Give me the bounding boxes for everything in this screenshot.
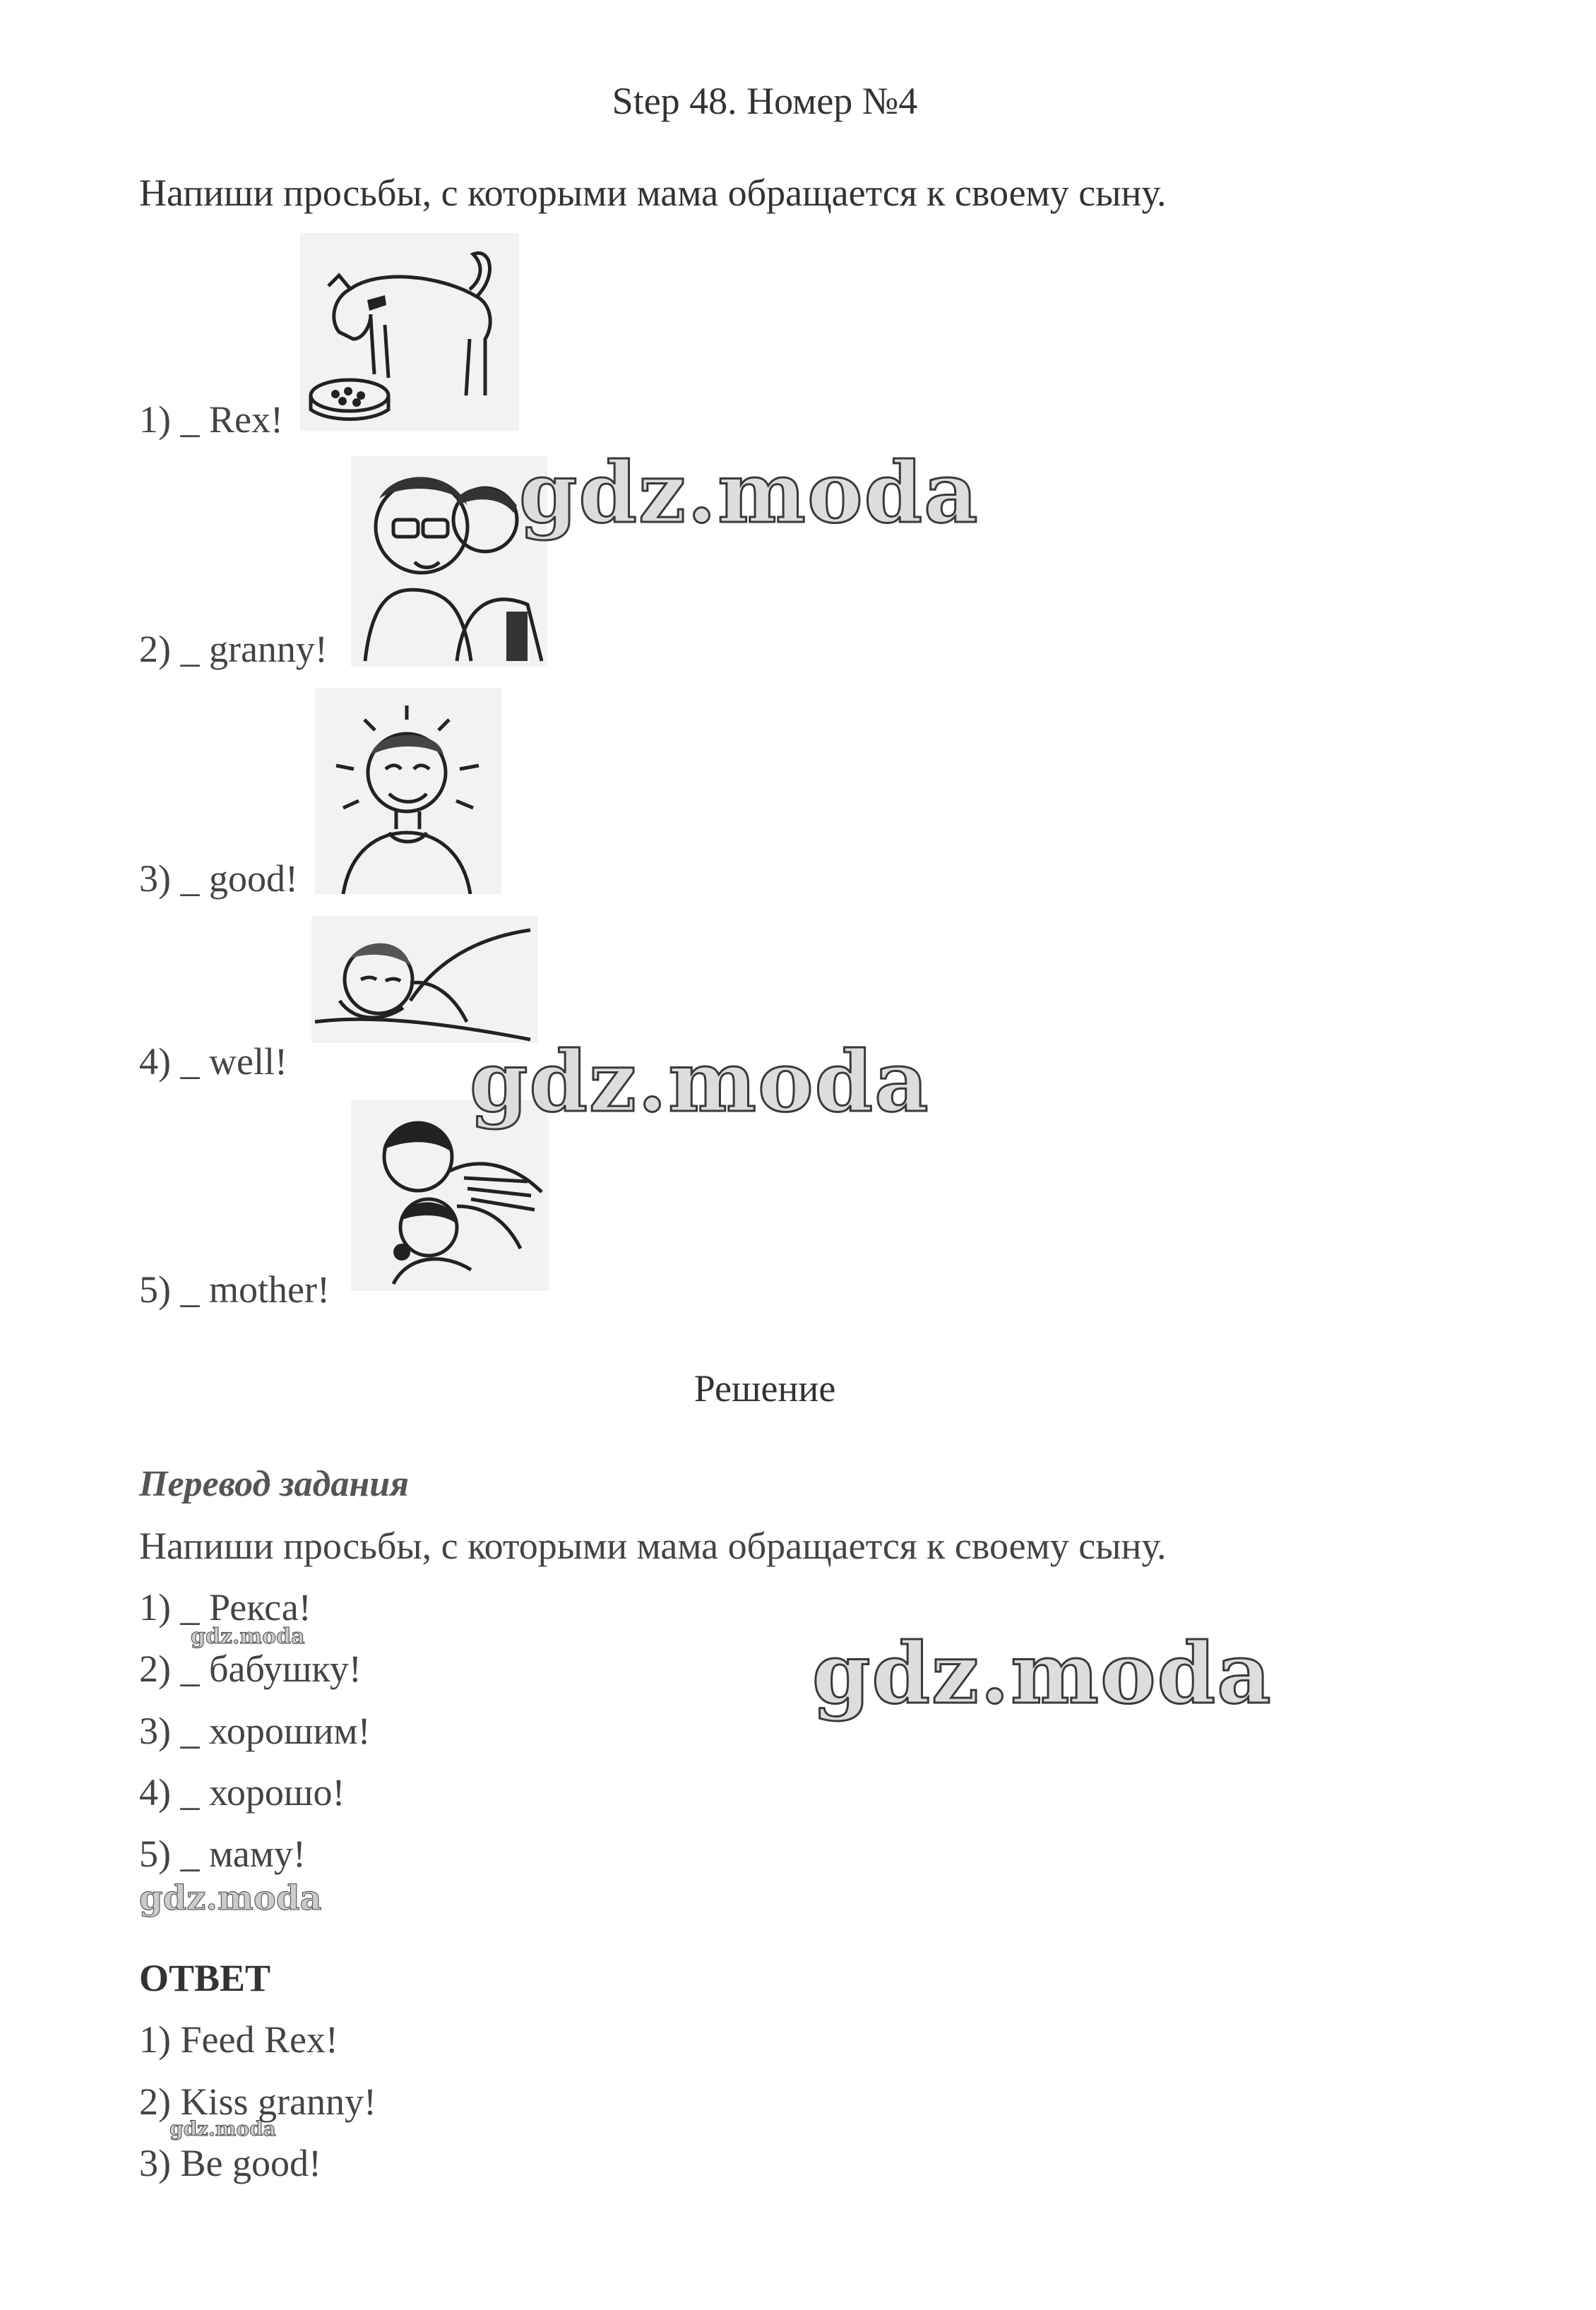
smiling-boy-illustration (315, 688, 501, 894)
task-instruction: Напиши просьбы, с которыми мама обращается к своему сыну. (139, 172, 1167, 214)
boy-kissing-granny-illustration (351, 456, 547, 667)
translation-item-1: 1) _ Рекса! (139, 1586, 311, 1629)
task-item-2: 2) _ granny! (139, 628, 328, 670)
watermark-small: gdz.moda (139, 1879, 322, 1918)
translation-item-4: 4) _ хорошо! (139, 1771, 345, 1814)
translation-item-3: 3) _ хорошим! (139, 1710, 371, 1752)
translation-instruction: Напиши просьбы, с которыми мама обращается к своему сыну. (139, 1525, 1167, 1567)
watermark: gdz.moda (519, 443, 979, 542)
answer-item-1: 1) Feed Rex! (139, 2018, 338, 2061)
watermark: gdz.moda (812, 1624, 1273, 1722)
translation-item-5: 5) _ маму! (139, 1833, 306, 1875)
task-item-1: 1) _ Rex! (139, 398, 283, 441)
translation-item-2: 2) _ бабушку! (139, 1648, 362, 1690)
watermark-small: gdz.moda (169, 2117, 276, 2141)
page-title: Step 48. Номер №4 (612, 80, 918, 122)
translation-heading: Перевод задания (139, 1464, 409, 1504)
solution-heading: Решение (693, 1367, 836, 1410)
watermark: gdz.moda (470, 1032, 930, 1131)
task-item-5: 5) _ mother! (139, 1268, 330, 1311)
task-item-3: 3) _ good! (139, 857, 298, 900)
watermark-small: gdz.moda (191, 1624, 305, 1649)
dog-eating-illustration (300, 233, 519, 431)
answer-item-2: 2) Kiss granny! (139, 2080, 376, 2123)
sleeping-granny-illustration (311, 916, 537, 1043)
answer-heading: ОТВЕТ (139, 1957, 271, 1999)
task-item-4: 4) _ well! (139, 1040, 287, 1083)
answer-item-3: 3) Be good! (139, 2142, 321, 2184)
